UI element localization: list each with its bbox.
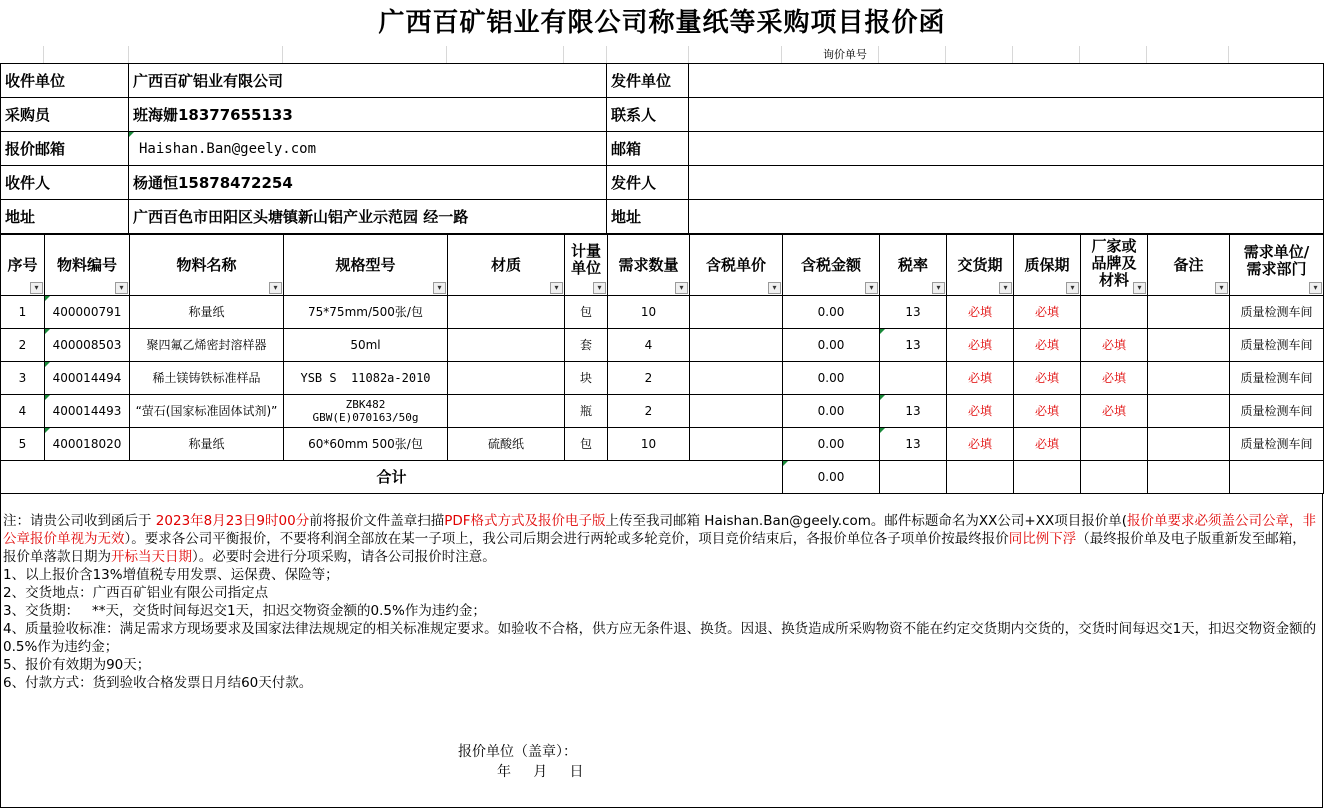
cell-code[interactable]: 400018020 [45,428,130,461]
cell-brand[interactable] [1081,296,1148,329]
cell-empty[interactable] [1014,461,1081,494]
col-price: 含税单价 ▾ [690,235,783,296]
cell-warranty[interactable]: 必填 [1014,395,1081,428]
buyer-label: 采购员 [1,98,129,132]
grid-line [688,46,689,63]
note-item: 6、付款方式：货到验收合格发票日月结60天付款。 [3,675,313,691]
grid-line [446,46,447,63]
cell-warranty[interactable]: 必填 [1014,362,1081,395]
address2-value[interactable] [689,200,1324,234]
cell-qty[interactable]: 10 [608,428,690,461]
col-qty: 需求数量 ▾ [608,235,690,296]
cell-remark[interactable] [1148,362,1230,395]
cell-no[interactable]: 5 [1,428,45,461]
cell-code[interactable]: 400008503 [45,329,130,362]
cell-remark[interactable] [1148,395,1230,428]
cell-tax[interactable]: 13 [880,296,947,329]
col-brand: 厂家或 品牌及 材料 ▾ [1081,235,1148,296]
page-title: 广西百矿铝业有限公司称量纸等采购项目报价函 [378,8,946,38]
inquiry-number-label: 询价单号 [823,48,867,61]
note-item: 5、报价有效期为90天； [3,657,151,673]
total-row [1,461,1324,494]
cell-name[interactable]: 称量纸 [130,428,284,461]
cell-dept[interactable]: 质量检测车间 [1230,428,1324,461]
filter-dropdown-icon[interactable]: ▾ [865,282,878,294]
cell-spec[interactable]: 75*75mm/500张/包 [284,296,448,329]
email-label: 报价邮箱 [1,132,129,166]
cell-price[interactable] [690,428,783,461]
cell-dept[interactable]: 质量检测车间 [1230,296,1324,329]
cell-code[interactable]: 400014493 [45,395,130,428]
cell-code[interactable]: 400000791 [45,296,130,329]
table-row [1,329,1324,362]
cell-material[interactable]: 硫酸纸 [448,428,565,461]
comment-marker [880,329,885,334]
cell-dept[interactable]: 质量检测车间 [1230,362,1324,395]
cell-tax[interactable]: 13 [880,428,947,461]
cell-delivery[interactable]: 必填 [947,296,1014,329]
cell-amount[interactable]: 0.00 [783,296,880,329]
comment-marker [880,428,885,433]
cell-amount[interactable]: 0.00 [783,428,880,461]
recipient-label: 收件人 [1,166,129,200]
grid-line [128,46,129,63]
signature-unit: 报价单位（盖章）： [458,744,577,760]
recv-unit-value[interactable]: 广西百矿铝业有限公司 [129,64,607,98]
cell-amount[interactable]: 0.00 [783,329,880,362]
filter-dropdown-icon[interactable]: ▾ [675,282,688,294]
cell-unit[interactable]: 套 [565,329,608,362]
grid-line [563,46,564,63]
col-no: 序号 ▾ [1,235,45,296]
comment-marker [45,362,50,367]
comment-marker [783,461,788,466]
cell-brand[interactable] [1081,428,1148,461]
col-remark: 备注 ▾ [1148,235,1230,296]
cell-tax[interactable]: 13 [880,329,947,362]
cell-name[interactable]: “萤石(国家标准固体试剂)” [130,395,284,428]
cell-spec[interactable]: 50ml [284,329,448,362]
cell-brand[interactable]: 必填 [1081,362,1148,395]
col-spec: 规格型号 ▾ [284,235,448,296]
buyer-value[interactable]: 班海姗18377655133 [129,98,607,132]
cell-name[interactable]: 称量纸 [130,296,284,329]
col-code: 物料编号 ▾ [45,235,130,296]
note-item: 4、质量验收标准：满足需求方现场要求及国家法律法规规定的相关标准规定要求。如验收不合格，供方应无条件退、换货。因退、换货造成所采购物资不能在约定交货期内交货的，交货时间每迟交1天，扣迟交物资金额的0.5%作为违约金； [3,621,1317,655]
cell-no[interactable]: 2 [1,329,45,362]
deadline-text: 2023年8月23日9时00分 [155,513,310,529]
send-unit-value[interactable] [689,64,1324,98]
comment-marker [45,296,50,301]
cell-material[interactable] [448,296,565,329]
filter-dropdown-icon[interactable]: ▾ [593,282,606,294]
cell-material[interactable] [448,362,565,395]
cell-price[interactable] [690,362,783,395]
comment-marker [45,428,50,433]
cell-spec[interactable]: ZBK482 GBW(E)070163/50g [284,395,448,428]
cell-qty[interactable]: 10 [608,296,690,329]
cell-dept[interactable]: 质量检测车间 [1230,329,1324,362]
cell-no[interactable]: 3 [1,362,45,395]
grid-line [43,46,44,63]
filter-dropdown-icon[interactable]: ▾ [550,282,563,294]
grid-line [1079,46,1080,63]
col-tax: 税率 ▾ [880,235,947,296]
cell-empty[interactable] [1148,461,1230,494]
cell-price[interactable] [690,296,783,329]
send-unit-label: 发件单位 [607,64,689,98]
comment-marker [45,329,50,334]
total-label: 合计 [1,461,783,494]
stamp-requirement-text: 报价单要求必须盖公司公章，非公章报价单视为无效 [3,513,1316,547]
col-amount: 含税金额 ▾ [783,235,880,296]
filter-dropdown-icon[interactable]: ▾ [1066,282,1079,294]
date-text: 开标当天日期 [111,549,192,565]
info-table [0,63,1324,234]
sender-label: 发件人 [607,166,689,200]
col-name: 物料名称 ▾ [130,235,284,296]
filter-dropdown-icon[interactable]: ▾ [932,282,945,294]
col-material: 材质 ▾ [448,235,565,296]
address-label: 地址 [1,200,129,234]
cell-dept[interactable]: 质量检测车间 [1230,395,1324,428]
filter-dropdown-icon[interactable]: ▾ [999,282,1012,294]
ratio-text: 同比例下浮 [1008,531,1077,547]
cell-material[interactable] [448,329,565,362]
filter-dropdown-icon[interactable]: ▾ [115,282,128,294]
address2-label: 地址 [607,200,689,234]
note-item: 1、以上报价含13%增值税专用发票、运保费、保险等； [3,567,339,583]
filter-dropdown-icon[interactable]: ▾ [768,282,781,294]
note-item: 2、交货地点：广西百矿铝业有限公司指定点 [3,585,269,601]
col-dept: 需求单位/ 需求部门 ▾ [1230,235,1324,296]
filter-dropdown-icon[interactable]: ▾ [1309,282,1322,294]
cell-delivery[interactable]: 必填 [947,395,1014,428]
cell-qty[interactable]: 2 [608,395,690,428]
cell-delivery[interactable]: 必填 [947,362,1014,395]
col-delivery: 交货期 ▾ [947,235,1014,296]
cell-delivery[interactable]: 必填 [947,329,1014,362]
cell-empty[interactable] [1081,461,1148,494]
contact-value[interactable] [689,98,1324,132]
cell-material[interactable] [448,395,565,428]
filter-dropdown-icon[interactable]: ▾ [433,282,446,294]
note-item: 3、交货期： **天，交货时间每迟交1天，扣迟交物资金额的0.5%作为违约金； [3,603,486,619]
cell-qty[interactable]: 4 [608,329,690,362]
grid-line [1146,46,1147,63]
filter-dropdown-icon[interactable]: ▾ [1215,282,1228,294]
table-row [1,296,1324,329]
sender-value[interactable] [689,166,1324,200]
cell-remark[interactable] [1148,329,1230,362]
grid-line [282,46,283,63]
email-text: Haishan.Ban@geely.com [139,140,317,157]
cell-remark[interactable] [1148,428,1230,461]
grid-line [781,46,782,63]
cell-amount[interactable]: 0.00 [783,395,880,428]
comment-marker [129,132,134,137]
cell-warranty[interactable]: 必填 [1014,329,1081,362]
grid-line [945,46,946,63]
cell-empty[interactable] [1230,461,1324,494]
cell-unit[interactable]: 块 [565,362,608,395]
cell-unit[interactable]: 瓶 [565,395,608,428]
filter-dropdown-icon[interactable]: ▾ [269,282,282,294]
cell-amount[interactable]: 0.00 [783,362,880,395]
format-text: PDF格式方式及报价电子版 [444,513,606,529]
cell-brand[interactable]: 必填 [1081,395,1148,428]
email2-value[interactable] [689,132,1324,166]
cell-delivery[interactable]: 必填 [947,428,1014,461]
cell-no[interactable]: 4 [1,395,45,428]
cell-qty[interactable]: 2 [608,362,690,395]
grid-line [606,46,607,63]
notes-paragraph: 注：请贵公司收到函后于 2023年8月23日9时00分前将报价文件盖章扫描PDF格式方式及报价电子版上传至我司邮箱 Haishan.Ban@geely.com。邮件标题命名为XX公司+XX项目报价单(报价单要求必须盖公司公章，非公章报价单视为无效）。要求各公司平衡报价，不要将利润全部放在某一子项上，我公司后期会进行两轮或多轮竞价，项目竞价结束后，各报价单位各子项单价按最终报价同比例下浮（最终报价单及电子版重新发至邮箱，报价单落款日期为开标当天日期）。必要时会进行分项采购，请各公司报价时注意。 [3,513,1316,565]
cell-spec[interactable]: 60*60mm 500张/包 [284,428,448,461]
email2-label: 邮箱 [607,132,689,166]
table-row [1,428,1324,461]
cell-tax[interactable] [880,362,947,395]
total-amount[interactable]: 0.00 [783,461,880,494]
notes-section [3,512,1319,692]
cell-no[interactable]: 1 [1,296,45,329]
cell-code[interactable]: 400014494 [45,362,130,395]
col-warranty: 质保期 ▾ [1014,235,1081,296]
cell-unit[interactable]: 包 [565,428,608,461]
grid-line [878,46,879,63]
recv-unit-label: 收件单位 [1,64,129,98]
cell-warranty[interactable]: 必填 [1014,296,1081,329]
filter-dropdown-icon[interactable]: ▾ [30,282,43,294]
cell-spec[interactable]: YSB S 11082a-2010 [284,362,448,395]
items-table [0,234,1324,494]
table-row [1,362,1324,395]
cell-name[interactable]: 聚四氟乙烯密封溶样器 [130,329,284,362]
cell-price[interactable] [690,329,783,362]
address-value[interactable]: 广西百色市田阳区头塘镇新山铝产业示范园 经一路 [129,200,607,234]
grid-line [1012,46,1013,63]
cell-empty[interactable] [880,461,947,494]
col-unit: 计量 单位 ▾ [565,235,608,296]
cell-brand[interactable]: 必填 [1081,329,1148,362]
comment-marker [880,395,885,400]
recipient-value[interactable]: 杨通恒15878472254 [129,166,607,200]
cell-unit[interactable]: 包 [565,296,608,329]
cell-name[interactable]: 稀土镁铸铁标准样品 [130,362,284,395]
comment-marker [45,395,50,400]
grid-line [1228,46,1229,63]
cell-empty[interactable] [947,461,1014,494]
table-row [1,395,1324,428]
email-value[interactable] [129,132,607,166]
contact-label: 联系人 [607,98,689,132]
cell-tax[interactable]: 13 [880,395,947,428]
cell-price[interactable] [690,395,783,428]
cell-remark[interactable] [1148,296,1230,329]
filter-dropdown-icon[interactable]: ▾ [1133,282,1146,294]
inquiry-row [0,46,1324,63]
signature-date: 年 月 日 [497,764,584,780]
cell-warranty[interactable]: 必填 [1014,428,1081,461]
